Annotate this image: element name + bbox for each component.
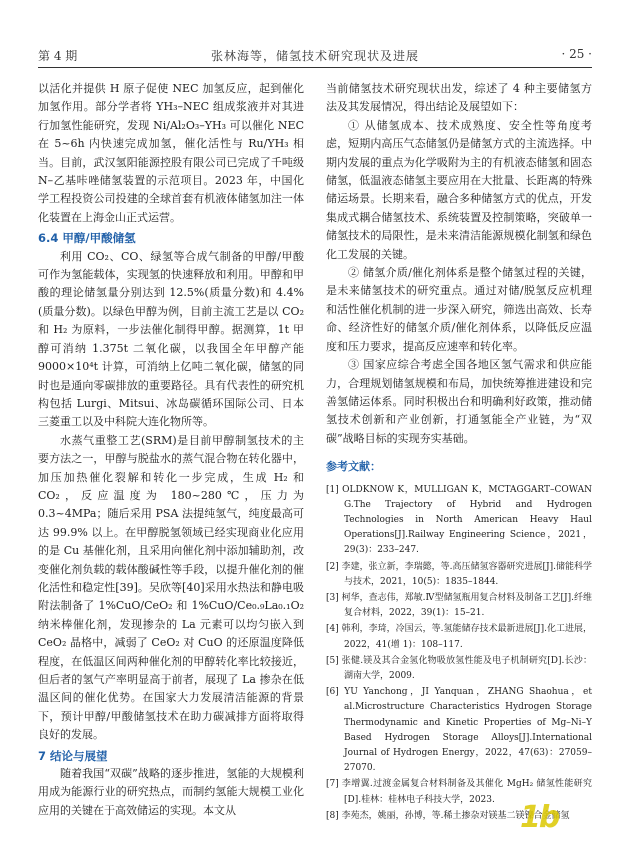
references-heading: 参考文献： [326,460,381,474]
section-heading-7: 7 结论与展望 [38,748,108,763]
paragraph: 以活化并提供 H 原子促使 NEC 加氢反应，起到催化加氢作用。部分学者将 YH₃–NEC 组成浆液并对其进行加氢性能研究，发现 Ni/Al₂O₃–YH₃ 可以催化 NEC 在 5~6h 内快速完成加氢，催化活性与 Ru/YH₃ 相当。目前，武汉氢阳能源控股有限公司已完成了千吨级 N–乙基咔唑储氢装置的示范项目。2023 年，中国化学工程投资公司投建的全球首套有机液体储氢加注一体化装置在上海金山正式运营。 [38,82,304,224]
right-column [326,80,592,825]
running-title: 张林海等，储氢技术研究现状及进展 [210,49,419,63]
left-column [38,80,304,820]
section-heading-6-4: 6.4 甲醇/甲酸储氢 [38,231,136,246]
reference-item: [2] 李建，张立新，李瑞懿，等.高压储氢容器研究进展[J].储能科学与技术，2021，10(5)：1835–1844. [326,561,592,587]
conclusion-item-3: ③ 国家应综合考虑全国各地区氢气需求和供应能力，合理规划储氢规模和布局，加快统筹推进建设和完善氢储运体系。同时积极出台和明确利好政策，推动储氢技术创新和产业创新，打通氢能全产业链，为“双碳”战略目标的实现夯实基础。 [326,358,592,445]
running-header [38,45,592,63]
reference-item: [6] YU Yanchong，JI Yanquan，ZHANG Shaohua，et al.Microstructure Characteristics Hydrogen Storage Thermodynamic and Kinetic Properties of Mg–Ni–Y Based Hydrogen Storage Alloys[J].International Journal of Hydrogen Energy，2022，47(63)：27059–27070. [326,687,592,774]
reference-item: [4] 韩利，李琦，冷国云，等.氢能储存技术最新进展[J].化工进展，2022，41(增 1)：108–117. [326,624,592,650]
reference-item: [1] OLDKNOW K，MULLIGAN K，MCTAGGART–COWAN G.The Trajectory of Hybrid and Hydrogen Technologies in North American Heavy Haul Operations[J].Railway Engineering Science，2021，29(3)：233–247. [326,484,592,556]
paragraph: 利用 CO₂、CO、绿氢等合成气制备的甲醇/甲酸可作为氢能载体，实现氢的快速释放和利用。甲醇和甲酸的理论储氢量分别达到 12.5%(质量分数)和 4.4%(质量分数)。以绿色甲醇为例，目前主流工艺是以 CO₂ 和 H₂ 为原料，一步法催化制得甲醇。据测算，1t 甲醇可消纳 1.375t 二氧化碳，以我国全年甲醇产能 9000×10⁴t 计算，可消纳上亿吨二氧化碳，储氢的同时也是通向零碳排放的重要路径。具有代表性的研究机构包括 Lurgi、Mitsui、冰岛碳循环国际公司、日本三菱重工以及中科院大连化物所等。 [38,249,304,429]
conclusion-item-1: ① 从储氢成本、技术成熟度、安全性等角度考虑，短期内高压气态储氢仍是储氢方式的主流选择。中期内发展的重点为化学吸附为主的有机液态储氢和固态储氢，低温液态储氢主要应用在大批量、长距离的特殊储运场景。长期来看，融合多种储氢方式的优点，开发集成式耦合储氢技术、系统装置及控制策略，突破单一储氢技术的局限性，是未来清洁能源规模化制氢和绿色化工发展的关键。 [326,118,592,261]
header-rule [38,67,592,68]
reference-item: [5] 张健.镁及其合金氢化物吸放氢性能及电子机制研究[D].长沙：湖南大学，2009. [326,655,592,681]
paragraph: 当前储氢技术研究现状出发，综述了 4 种主要储氢方法及其发展情况，得出结论及展望如下： [326,82,592,114]
paragraph: 水蒸气重整工艺(SRM)是目前甲醇制氢技术的主要方法之一，甲醇与脱盐水的蒸气混合物在转化器中，加压加热催化裂解和转化一步完成，生成 H₂ 和 CO₂，反应温度为 180~280℃，压力为 0.3~4MPa；随后采用 PSA 法提纯氢气，纯度最高可达 99.9% 以上。在甲醇脱氢领域已经实现商业化应用的是 Cu 基催化剂，且采用向催化剂中添加辅助剂，改变催化剂负载的载体酸碱性等手段，以提升催化剂的催化活性和稳定性[39]。吴欣等[40]采用水热法和静电吸附法制备了 1%CuO/CeO₂ 和 1%CuO/Ce₀.₉La₀.₁O₂ 纳米棒催化剂，发现掺杂的 La 元素可以均匀嵌入到 CeO₂ 晶格中，减弱了 CeO₂ 对 CuO 的还原温度降低程度，在低温区间两种催化剂的甲醇转化率比较接近，但后者的氢气产率明显高于前者，展现了 La 掺杂在低温区间的催化优势。在国家大力发展清洁能源的背景下，预计甲醇/甲酸储氢技术在助力碳减排方面将取得良好的发展。 [38,433,304,742]
page-number: · 25 · [561,47,592,61]
paragraph: 随着我国“双碳”战略的逐步推进，氢能的大规模利用成为能源行业的研究热点，而制约氢能大规模工业化应用的关键在于高效储运的实现。本文从 [38,767,304,817]
reference-list [326,483,592,824]
conclusion-item-2: ② 储氢介质/催化剂体系是整个储氢过程的关键，是未来储氢技术的研究重点。通过对储/脱氢反应机理和活性催化机制的进一步深入研究，筛选出高效、长寿命、经济性好的储氢介质/催化剂体系，以降低反应温度和压力要求，提高反应速率和转化率。 [326,266,592,353]
reference-item: [3] 柯华，查志伟，郑敏.Ⅳ型储氢瓶用复合材料及制备工艺[J].纤维复合材料，2022，39(1)：15–21. [326,592,592,619]
watermark-logo: 1b [520,800,559,835]
issue-number: 第 4 期 [38,49,78,63]
reference-item: [8] 李苑杰，姚丽，孙博，等.稀土掺杂对镁基二镁镍合金储氢 [326,810,570,821]
reference-item: [7] 李增翼.过渡金属复合材料制备及其催化 MgH₂ 储氢性能研究[D].桂林：桂林电子科技大学，2023. [326,779,592,805]
